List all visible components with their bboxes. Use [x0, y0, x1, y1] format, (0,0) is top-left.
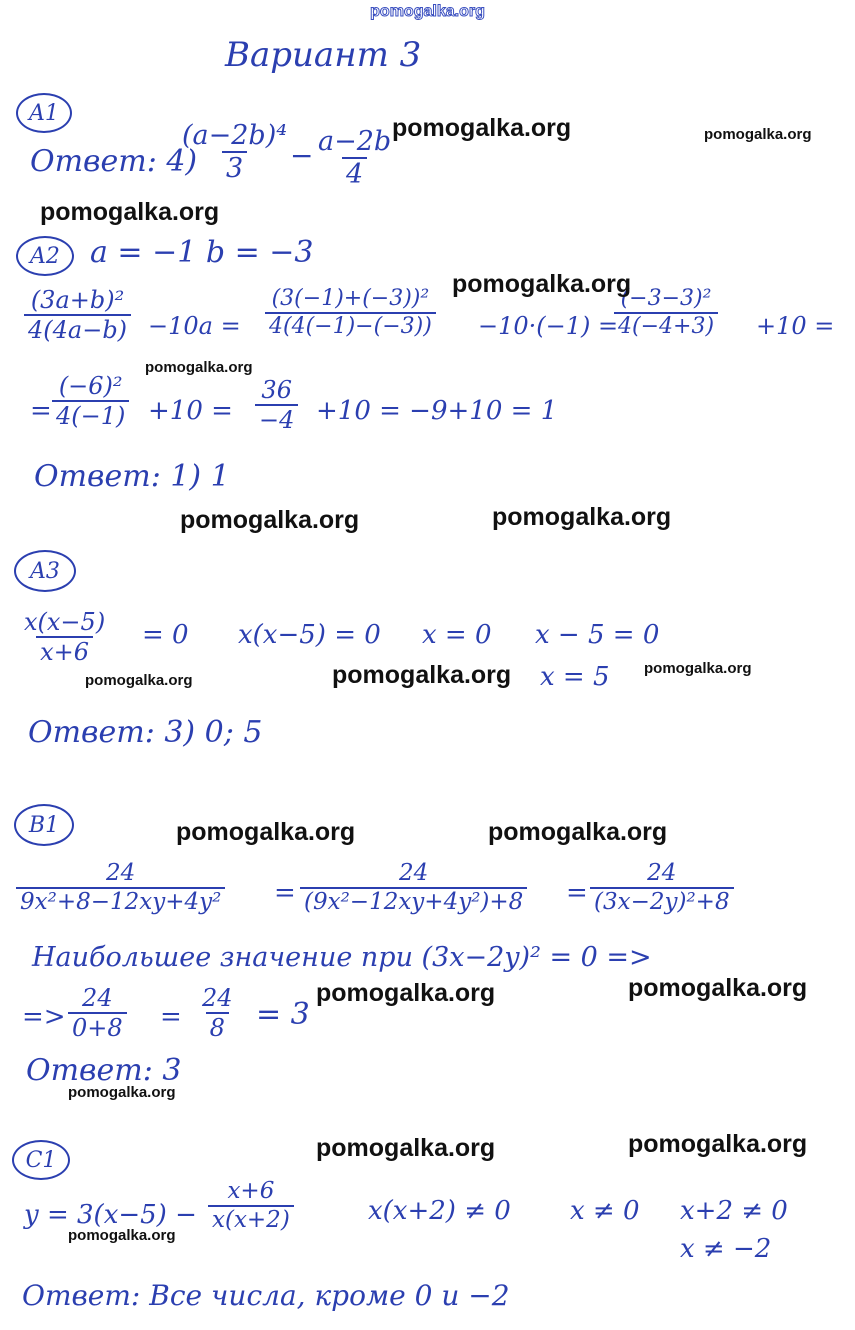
a2-term-3: +10 =: [756, 312, 835, 340]
watermark[interactable]: pomogalka.org: [316, 979, 496, 1007]
watermark[interactable]: pomogalka.org: [176, 818, 356, 846]
c1-term-3: x+2 ≠ 0: [680, 1196, 788, 1226]
b1-fraction-1: [16, 862, 225, 914]
watermark[interactable]: pomogalka.org: [628, 974, 808, 1002]
a2-fraction-5: [255, 378, 298, 432]
c1-term-1: x(x+2) ≠ 0: [368, 1196, 511, 1226]
b1-fraction-4: [68, 986, 127, 1040]
a1-minus: −: [290, 139, 314, 172]
b1-f2-den: (9x²−12xy+4y²)+8: [300, 887, 527, 914]
b1-answer: Ответ: 3: [26, 1053, 182, 1088]
b1-fraction-5: [198, 986, 237, 1040]
b1-fraction-2: [300, 862, 527, 914]
watermark[interactable]: pomogalka.org: [316, 1134, 496, 1162]
a1-fraction-2: [314, 128, 395, 188]
watermark[interactable]: pomogalka.org: [145, 359, 253, 376]
a3-f-num: x(x−5): [24, 608, 106, 636]
b1-arrow: =>: [22, 1002, 66, 1032]
a3-f-den: x+6: [36, 636, 93, 664]
watermark[interactable]: pomogalka.org: [488, 818, 668, 846]
a1-frac2-den: 4: [342, 157, 367, 188]
c1-term-2: x ≠ 0: [570, 1196, 640, 1226]
watermark[interactable]: pomogalka.org: [492, 503, 672, 531]
b1-f4-den: 0+8: [68, 1012, 127, 1040]
b1-text: Наибольшее значение при (3x−2y)² = 0 =>: [32, 942, 652, 973]
b1-term-1: = 3: [256, 997, 310, 1032]
watermark[interactable]: pomogalka.org: [628, 1130, 808, 1158]
a2-term-5: +10 = −9+10 = 1: [316, 396, 558, 426]
a1-frac2-num: a−2b: [318, 126, 392, 157]
a2-fraction-1: [24, 288, 131, 342]
a3-term-3: x = 0: [422, 620, 492, 650]
c1-f-num: x+6: [227, 1178, 275, 1204]
b1-f3-den: (3x−2y)²+8: [590, 887, 734, 914]
a2-term-2: −10·(−1) =: [478, 312, 619, 340]
b1-equals-2: =: [566, 878, 588, 908]
b1-fraction-3: [590, 862, 734, 914]
task-label-a3: A3: [14, 550, 76, 592]
c1-answer: Ответ: Все числа, кроме 0 и −2: [22, 1279, 510, 1312]
a3-answer: Ответ: 3) 0; 5: [28, 715, 263, 750]
a2-term-4: +10 =: [148, 396, 233, 426]
b1-f2-num: 24: [399, 860, 429, 886]
watermark[interactable]: pomogalka.org: [392, 114, 572, 142]
a1-frac1-num: (a−2b)⁴: [182, 120, 288, 151]
task-label-a2: A2: [16, 236, 74, 276]
watermark[interactable]: pomogalka.org: [68, 1084, 176, 1101]
a2-term-1: −10a =: [148, 312, 241, 340]
task-label-b1: B1: [14, 804, 74, 846]
watermark[interactable]: pomogalka.org: [85, 672, 193, 689]
a1-frac1-den: 3: [222, 151, 247, 182]
a3-term-5: x = 5: [540, 662, 610, 692]
b1-equals-3: =: [160, 1002, 182, 1032]
page-title: Вариант 3: [225, 35, 422, 75]
a2-f1-num: (3a+b)²: [30, 286, 125, 314]
c1-f-den: x(x+2): [208, 1205, 294, 1232]
a3-term-2: x(x−5) = 0: [238, 620, 381, 650]
task-label-c1: C1: [12, 1140, 70, 1180]
a2-f2-num: (3(−1)+(−3))²: [271, 286, 430, 311]
a2-given: a = −1 b = −3: [90, 235, 314, 270]
watermark[interactable]: pomogalka.org: [452, 270, 632, 298]
a1-fraction-1: [178, 122, 291, 182]
a2-f5-den: −4: [255, 404, 298, 432]
b1-f1-num: 24: [106, 860, 136, 886]
a3-fraction: [20, 610, 109, 664]
a2-f3-num: (−3−3)²: [620, 286, 712, 311]
b1-f1-den: 9x²+8−12xy+4y²: [16, 887, 225, 914]
b1-f5-num: 24: [202, 984, 233, 1012]
a3-term-1: = 0: [142, 620, 189, 650]
a2-fraction-4: [52, 374, 129, 428]
watermark[interactable]: pomogalka.org: [704, 126, 812, 143]
c1-fraction: [208, 1180, 294, 1232]
b1-f4-num: 24: [82, 984, 113, 1012]
a2-f4-den: 4(−1): [52, 400, 129, 428]
b1-equals-1: =: [274, 878, 296, 908]
a1-answer-prefix: Ответ: 4): [30, 144, 198, 179]
watermark[interactable]: pomogalka.org: [40, 198, 220, 226]
a3-term-4: x − 5 = 0: [535, 620, 660, 650]
a2-f4-num: (−6)²: [58, 372, 123, 400]
watermark[interactable]: pomogalka.org: [68, 1227, 176, 1244]
a2-f5-num: 36: [261, 376, 292, 404]
watermark[interactable]: pomogalka.org: [644, 660, 752, 677]
c1-term-4: x ≠ −2: [680, 1234, 772, 1264]
c1-y-expr: y = 3(x−5) −: [24, 1200, 197, 1230]
a2-f2-den: 4(4(−1)−(−3)): [265, 312, 436, 338]
a2-answer: Ответ: 1) 1: [34, 459, 230, 494]
b1-f5-den: 8: [206, 1012, 229, 1040]
a2-f1-den: 4(4a−b): [24, 314, 131, 342]
b1-f3-num: 24: [647, 860, 677, 886]
task-label-a1: A1: [16, 93, 72, 133]
a2-equals: =: [30, 396, 52, 426]
watermark[interactable]: pomogalka.org: [332, 661, 512, 689]
header-watermark[interactable]: pomogalka.org: [370, 3, 485, 20]
watermark[interactable]: pomogalka.org: [180, 506, 360, 534]
a2-fraction-2: [265, 288, 436, 338]
a2-f3-den: 4(−4+3): [614, 312, 718, 338]
